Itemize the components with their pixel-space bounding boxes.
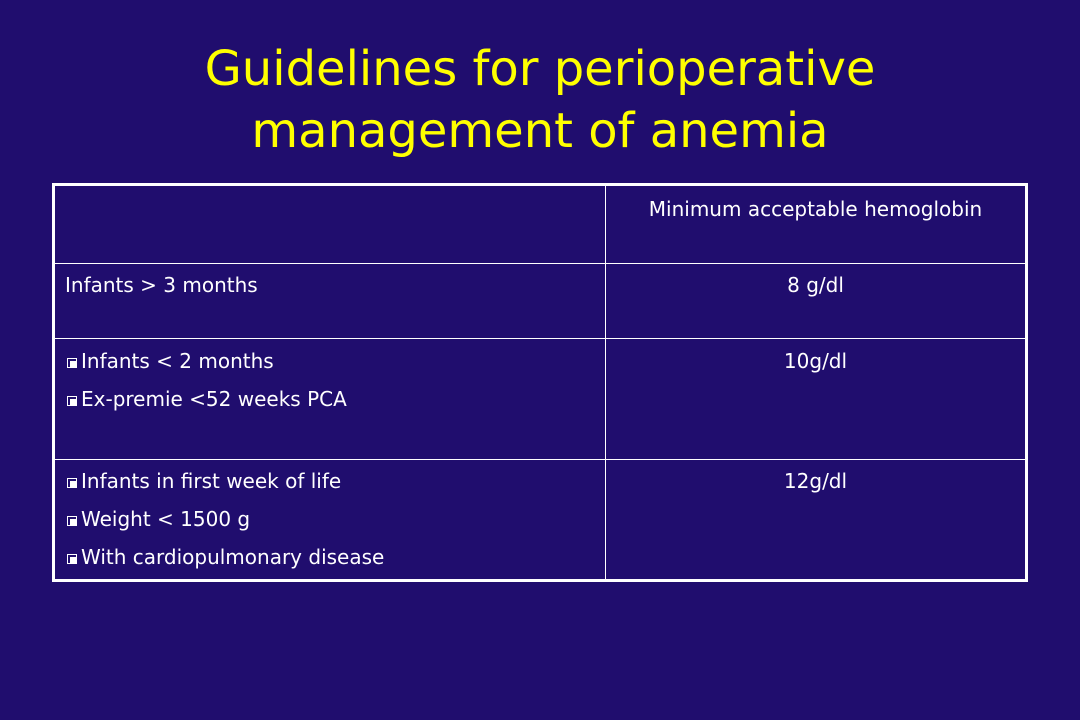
bullet-list [65,462,595,576]
table-row [54,264,1027,339]
hemoglobin-value-cell: 8 g/dl [606,264,1027,339]
square-bullet-icon [67,358,77,368]
table-header-row [54,185,1027,264]
square-bullet-icon [67,516,77,526]
slide-title-line-2: management of anemia [251,103,829,159]
list-item [65,342,595,380]
hemoglobin-guideline-table [52,183,1028,582]
list-item-text: With cardiopulmonary disease [81,545,385,569]
square-bullet-icon [67,396,77,406]
hemoglobin-value-cell: 12g/dl [606,460,1027,581]
list-item-text: Infants in first week of life [81,469,342,493]
hemoglobin-value-cell: 10g/dl [606,339,1027,460]
header-empty-cell [54,185,606,264]
table-row [54,339,1027,460]
list-item [65,462,595,500]
patient-group-cell [54,339,606,460]
patient-group-cell: Infants > 3 months [54,264,606,339]
slide-title [60,38,1020,162]
square-bullet-icon [67,478,77,488]
slide-title-line-1: Guidelines for perioperative [204,41,876,97]
bullet-list [65,342,595,418]
list-item [65,380,595,418]
square-bullet-icon [67,554,77,564]
table-row [54,460,1027,581]
list-item [65,538,595,576]
list-item-text: Weight < 1500 g [81,507,251,531]
list-item-text: Infants < 2 months [81,349,274,373]
patient-group-cell [54,460,606,581]
list-item-text: Ex-premie <52 weeks PCA [81,387,347,411]
header-hemoglobin-cell: Minimum acceptable hemoglobin [606,185,1027,264]
list-item [65,500,595,538]
